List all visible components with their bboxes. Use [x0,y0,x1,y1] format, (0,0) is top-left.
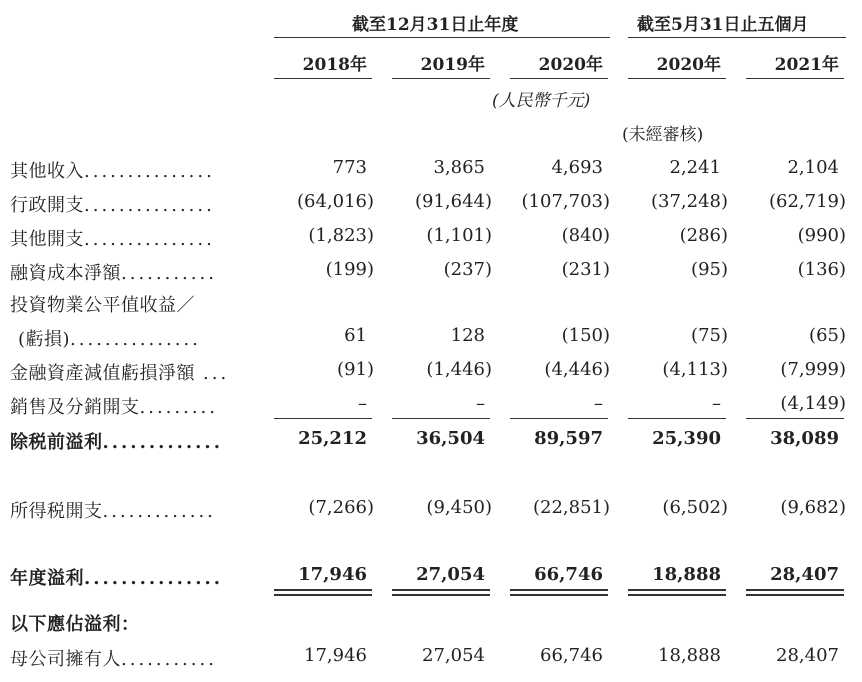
unaudited-note: (未經審核) [622,125,704,145]
cell-value: – [476,393,485,414]
cell-value: 61 [344,325,367,346]
row-label-impairment-losses: 金融資產減值虧損淨額 ... [10,363,230,384]
row-label-income-tax: 所得税開支............. [10,501,216,522]
cell-value: 4,693 [551,157,603,178]
year-header-2020-5m: 2020年 [656,55,721,75]
total-double-line [746,589,844,596]
row-label-other-income: 其他收入............... [10,161,215,182]
cell-value: (136) [797,259,846,280]
cell-value: (22,851) [532,497,610,518]
cell-value: 3,865 [433,157,485,178]
cell-value: (91) [337,359,374,380]
cell-value: (75) [691,325,728,346]
subtotal-line [274,418,372,419]
cell-value: 18,888 [658,645,721,666]
cell-value: 2,104 [787,157,839,178]
row-label-owners-of-parent: 母公司擁有人........... [10,649,217,670]
cell-value: 28,407 [770,564,839,585]
row-label-investment-property-fv: 投資物業公平值收益／ [10,295,195,316]
cell-value: (9,682) [780,497,846,518]
cell-value: (4,149) [780,393,846,414]
row-label-fv-loss: (虧損)............... [18,329,201,350]
cell-value: (37,248) [650,191,728,212]
cell-value: 17,946 [298,564,367,585]
total-double-line [274,589,372,596]
year-header-2020: 2020年 [538,55,603,75]
currency-unit: (人民幣千元) [492,91,591,111]
cell-value: 38,089 [770,428,839,449]
cell-value: (199) [325,259,374,280]
cell-value: 66,746 [540,645,603,666]
cell-value: (990) [797,225,846,246]
cell-value: (286) [679,225,728,246]
cell-value: (9,450) [426,497,492,518]
year-header-2019: 2019年 [420,55,485,75]
total-double-line [392,589,490,596]
year-underline [392,78,490,79]
year-header-2021-5m: 2021年 [774,55,839,75]
total-double-line [510,589,608,596]
cell-value: (1,446) [426,359,492,380]
cell-value: (91,644) [414,191,492,212]
cell-value: (64,016) [296,191,374,212]
cell-value: (62,719) [768,191,846,212]
year-underline [746,78,844,79]
cell-value: (1,823) [308,225,374,246]
cell-value: 25,212 [298,428,367,449]
cell-value: – [594,393,603,414]
cell-value: 18,888 [652,564,721,585]
row-label-finance-costs: 融資成本淨額........... [10,263,217,284]
row-label-admin-expenses: 行政開支............... [10,195,215,216]
cell-value: 17,946 [304,645,367,666]
cell-value: (4,113) [662,359,728,380]
row-label-profit-before-tax: 除税前溢利............. [10,432,223,453]
cell-value: (840) [561,225,610,246]
year-underline [510,78,608,79]
cell-value: – [712,393,721,414]
subtotal-line [510,418,608,419]
cell-value: (4,446) [544,359,610,380]
cell-value: 2,241 [669,157,721,178]
row-label-other-expenses: 其他開支............... [10,229,215,250]
cell-value: (1,101) [426,225,492,246]
subtotal-line [628,418,726,419]
cell-value: 128 [450,325,485,346]
subtotal-line [746,418,844,419]
group-underline-five-months [628,37,846,38]
cell-value: (237) [443,259,492,280]
year-header-2018: 2018年 [302,55,367,75]
cell-value: (7,999) [780,359,846,380]
group-header-year-ended: 截至12月31日止年度 [352,15,519,35]
cell-value: 27,054 [422,645,485,666]
total-double-line [628,589,726,596]
cell-value: 36,504 [416,428,485,449]
cell-value: 773 [332,157,367,178]
cell-value: 25,390 [652,428,721,449]
year-underline [274,78,372,79]
row-label-profit-for-year: 年度溢利............... [10,568,223,589]
row-label-attributable-to: 以下應佔溢利： [10,614,140,635]
cell-value: 27,054 [416,564,485,585]
cell-value: 89,597 [534,428,603,449]
cell-value: (6,502) [662,497,728,518]
cell-value: 66,746 [534,564,603,585]
cell-value: 28,407 [776,645,839,666]
row-label-selling-expenses: 銷售及分銷開支......... [10,397,218,418]
cell-value: (107,703) [521,191,610,212]
cell-value: (7,266) [308,497,374,518]
cell-value: (65) [809,325,846,346]
group-underline-year-ended [274,37,610,38]
cell-value: (231) [561,259,610,280]
subtotal-line [392,418,490,419]
cell-value: – [358,393,367,414]
cell-value: (95) [691,259,728,280]
group-header-five-months: 截至5月31日止五個月 [637,15,809,35]
cell-value: (150) [561,325,610,346]
year-underline [628,78,726,79]
